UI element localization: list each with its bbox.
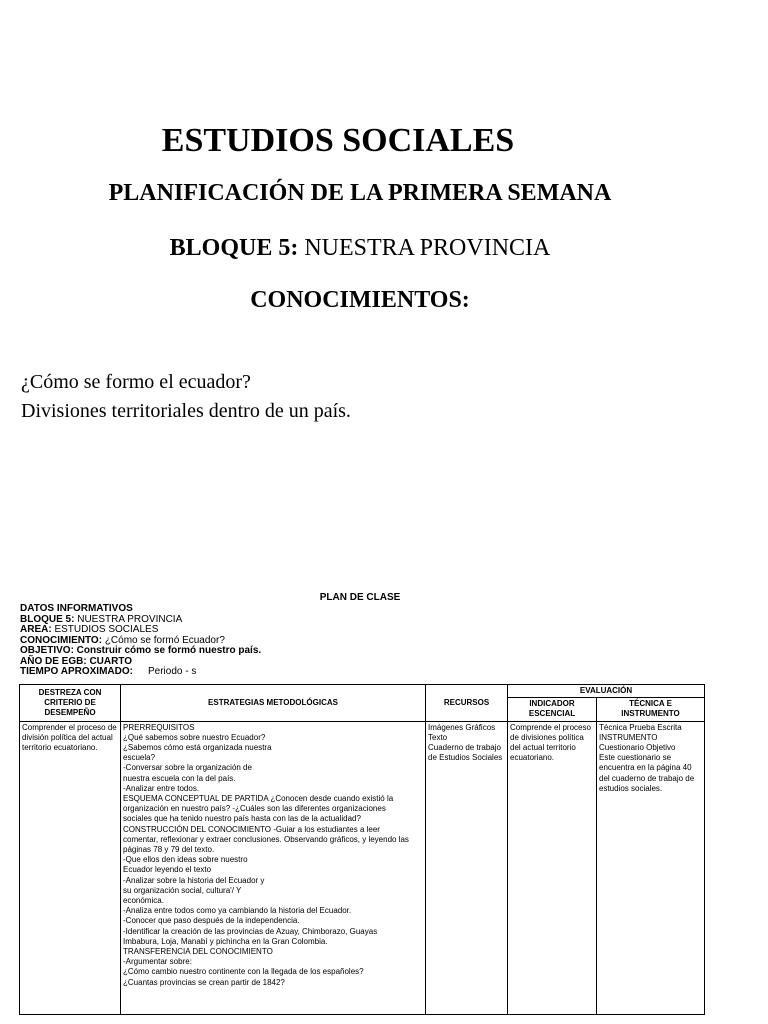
estrategia-line: -Analizar sobre la historia del Ecuador y — [123, 875, 265, 885]
estrategia-line: -Analizar entre todos. — [123, 783, 200, 793]
header-recursos: RECURSOS — [426, 685, 508, 722]
datos-bloque-value: NUESTRA PROVINCIA — [74, 613, 183, 625]
estrategia-line: -Identificar la creación de las provincias de Azuay, Chimborazo, Guayas — [123, 926, 378, 936]
header-destreza: DESTREZA CON CRITERIO DE DESEMPEÑO — [20, 685, 121, 722]
tecnica-line: Técnica Prueba Escrita — [599, 722, 682, 732]
estrategia-line: su organización social, cultura'/ Y — [123, 885, 242, 895]
estrategia-line: organización en nuestro país? -¿Cuáles son las diferentes organizaciones — [123, 804, 386, 814]
estrategia-line: PRERREQUISITOS — [123, 722, 195, 732]
estrategia-line: -Conversar sobre la organización de — [123, 763, 252, 773]
datos-bloque-label: BLOQUE 5: — [20, 613, 75, 625]
questions-list — [21, 368, 351, 426]
conocimientos-heading: CONOCIMIENTOS: — [250, 287, 470, 313]
plan-table — [19, 684, 705, 1015]
estrategia-line: -Argumentar sobre: — [123, 957, 192, 967]
header-indicador: INDICADOR ESCENCIAL — [508, 698, 597, 721]
header-tecnica: TÉCNICA E INSTRUMENTO — [597, 698, 705, 721]
datos-heading: DATOS INFORMATIVOS — [20, 603, 133, 614]
estrategia-line: -Que ellos den ideas sobre nuestro — [123, 855, 248, 865]
document-subtitle: PLANIFICACIÓN DE LA PRIMERA SEMANA — [108, 180, 612, 206]
datos-area-value: ESTUDIOS SOCIALES — [51, 624, 159, 635]
indicador-text: Comprende el proceso de divisiones política del actual territorio ecuatoriano. — [510, 722, 591, 763]
estrategia-line: páginas 78 y 79 del texto. — [123, 845, 215, 855]
document-title: ESTUDIOS SOCIALES — [161, 122, 515, 159]
estrategia-line: -Conocer que paso después de la independencia. — [123, 916, 300, 926]
datos-conocimiento-label: CONOCIMIENTO: — [20, 634, 103, 646]
bloque-label: BLOQUE 5: — [169, 235, 299, 261]
estrategia-line: sociales que ha tenido nuestro país hasta con las de la actualidad? — [123, 814, 361, 824]
bloque-heading — [0, 235, 720, 262]
recurso-line: de Estudios Sociales — [428, 753, 503, 763]
tecnica-line: Cuestionario Objetivo — [599, 743, 676, 753]
datos-objetivo-label: OBJETIVO: — [20, 645, 74, 656]
cell-recursos — [426, 721, 508, 1014]
estrategia-line: Imbabura, Loja, Manabí y pichincha en la Gran Colombia. — [123, 936, 328, 946]
estrategia-line: comentar, reflexionar y extraer conclusiones. Observando gráficos, y leyendo las — [123, 834, 409, 844]
estrategia-line: ¿Cómo cambio nuestro continente con la llegada de los españoles? — [123, 967, 364, 977]
cell-destreza — [20, 721, 121, 1014]
estrategia-line: económica. — [123, 896, 164, 906]
datos-tiempo-label: TIEMPO APROXIMADO: — [20, 666, 133, 677]
destreza-text: Comprender el proceso de división política del actual territorio ecuatoriano. — [22, 722, 117, 753]
datos-ano-value: CUARTO — [86, 655, 133, 667]
estrategia-line: ¿Cuantas provincias se crean partir de 1842? — [123, 977, 285, 987]
estrategia-line: TRANSFERENCIA DEL CONOCIMIENTO — [123, 947, 273, 957]
question-item: ¿Cómo se formo el ecuador? — [21, 371, 251, 393]
cell-indicador — [508, 721, 597, 1014]
datos-informativos — [20, 604, 261, 678]
tecnica-line: INSTRUMENTO — [599, 732, 658, 742]
tecnica-line: Este cuestionario se encuentra en la página 40 del cuaderno de trabajo de estudios sociales. — [599, 753, 695, 793]
recurso-line: Texto — [428, 732, 448, 742]
datos-objetivo-value: Construir cómo se formó nuestro país. — [73, 645, 262, 656]
header-estrategias: ESTRATEGIAS METODOLÓGICAS — [121, 685, 426, 722]
estrategia-line: Ecuador leyendo el texto — [123, 865, 212, 875]
question-item: Divisiones territoriales dentro de un país. — [21, 400, 351, 422]
estrategia-line: ESQUEMA CONCEPTUAL DE PARTIDA ¿Conocen desde cuando existió la — [123, 794, 394, 804]
datos-periodo: Periodo - s — [147, 666, 197, 677]
plan-title: PLAN DE CLASE — [319, 592, 401, 603]
estrategia-line: nuestra escuela con la del país. — [123, 773, 236, 783]
estrategia-line: escuela? — [123, 753, 156, 763]
datos-area-label: AREA: — [20, 624, 52, 635]
datos-conocimiento-value: ¿Cómo se formó Ecuador? — [102, 634, 225, 646]
recurso-line: Imágenes Gráficos — [428, 722, 496, 732]
cell-estrategias — [121, 721, 426, 1014]
header-evaluacion: EVALUACIÓN — [508, 685, 705, 698]
estrategia-line: ¿Sabemos cómo está organizada nuestra — [123, 743, 272, 753]
datos-ano-label: AÑO DE EGB: — [20, 655, 87, 667]
estrategia-line: -Analiza entre todos como ya cambiando la historia del Ecuador. — [123, 906, 352, 916]
estrategia-line: ¿Qué sabemos sobre nuestro Ecuador? — [123, 732, 266, 742]
cell-tecnica — [597, 721, 705, 1014]
bloque-value: NUESTRA PROVINCIA — [298, 235, 551, 261]
recurso-line: Cuaderno de trabajo — [428, 743, 501, 753]
estrategia-line: CONSTRUCCIÓN DEL CONOCIMIENTO -Guiar a los estudiantes a leer — [123, 824, 380, 834]
